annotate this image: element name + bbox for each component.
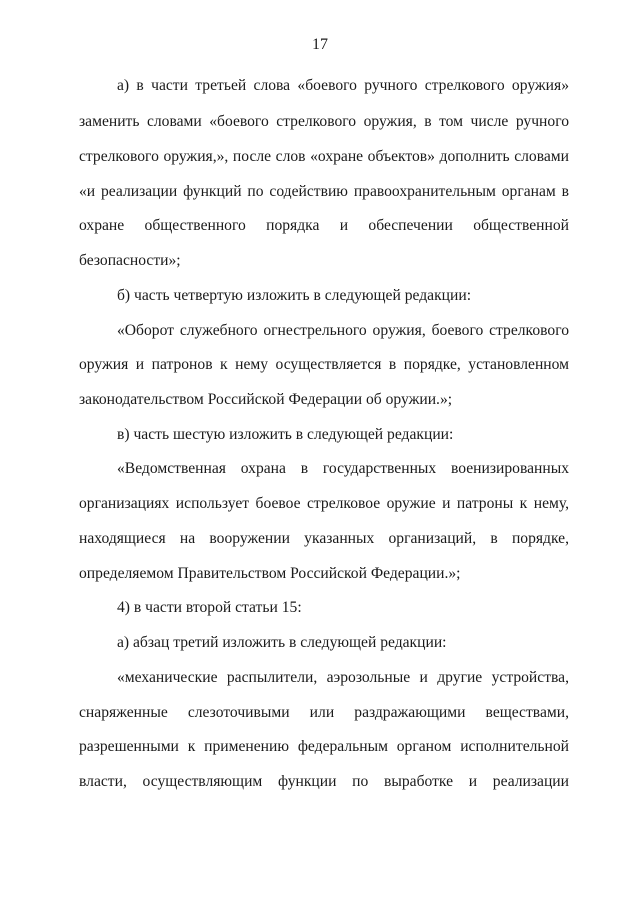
- text-line: находящиеся на вооружении указанных организаций, в порядке,: [79, 530, 569, 547]
- text-line: стрелкового оружия,», после слов «охране объектов» дополнить словами: [79, 148, 569, 165]
- text-line: в) часть шестую изложить в следующей редакции:: [117, 426, 454, 443]
- text-line: а) абзац третий изложить в следующей редакции:: [117, 634, 447, 651]
- text-line: оружия и патронов к нему осуществляется в порядке, установленном: [79, 356, 569, 373]
- text-line: законодательством Российской Федерации об оружии.»;: [79, 391, 453, 408]
- text-line: снаряженные слезоточивыми или раздражающими веществами,: [79, 704, 569, 721]
- text-line: б) часть четвертую изложить в следующей редакции:: [117, 287, 472, 304]
- text-line: «Оборот служебного огнестрельного оружия, боевого стрелкового: [117, 322, 569, 339]
- text-line: «и реализации функций по содействию правоохранительным органам в: [79, 183, 569, 200]
- text-line: власти, осуществляющим функции по выработке и реализации: [79, 773, 569, 790]
- text-line: разрешенными к применению федеральным органом исполнительной: [79, 738, 569, 755]
- text-line: безопасности»;: [79, 252, 181, 269]
- text-line: определяемом Правительством Российской Федерации.»;: [79, 565, 461, 582]
- page-number: 17: [312, 36, 328, 53]
- text-line: 4) в части второй статьи 15:: [117, 599, 302, 616]
- text-line: «Ведомственная охрана в государственных военизированных: [117, 460, 569, 477]
- text-line: охране общественного порядка и обеспечении общественной: [79, 217, 569, 234]
- text-line: заменить словами «боевого стрелкового оружия, в том числе ручного: [79, 113, 569, 130]
- text-line: а) в части третьей слова «боевого ручного стрелкового оружия»: [117, 77, 569, 94]
- text-line: «механические распылители, аэрозольные и другие устройства,: [117, 669, 569, 686]
- text-line: организациях использует боевое стрелковое оружие и патроны к нему,: [79, 495, 569, 512]
